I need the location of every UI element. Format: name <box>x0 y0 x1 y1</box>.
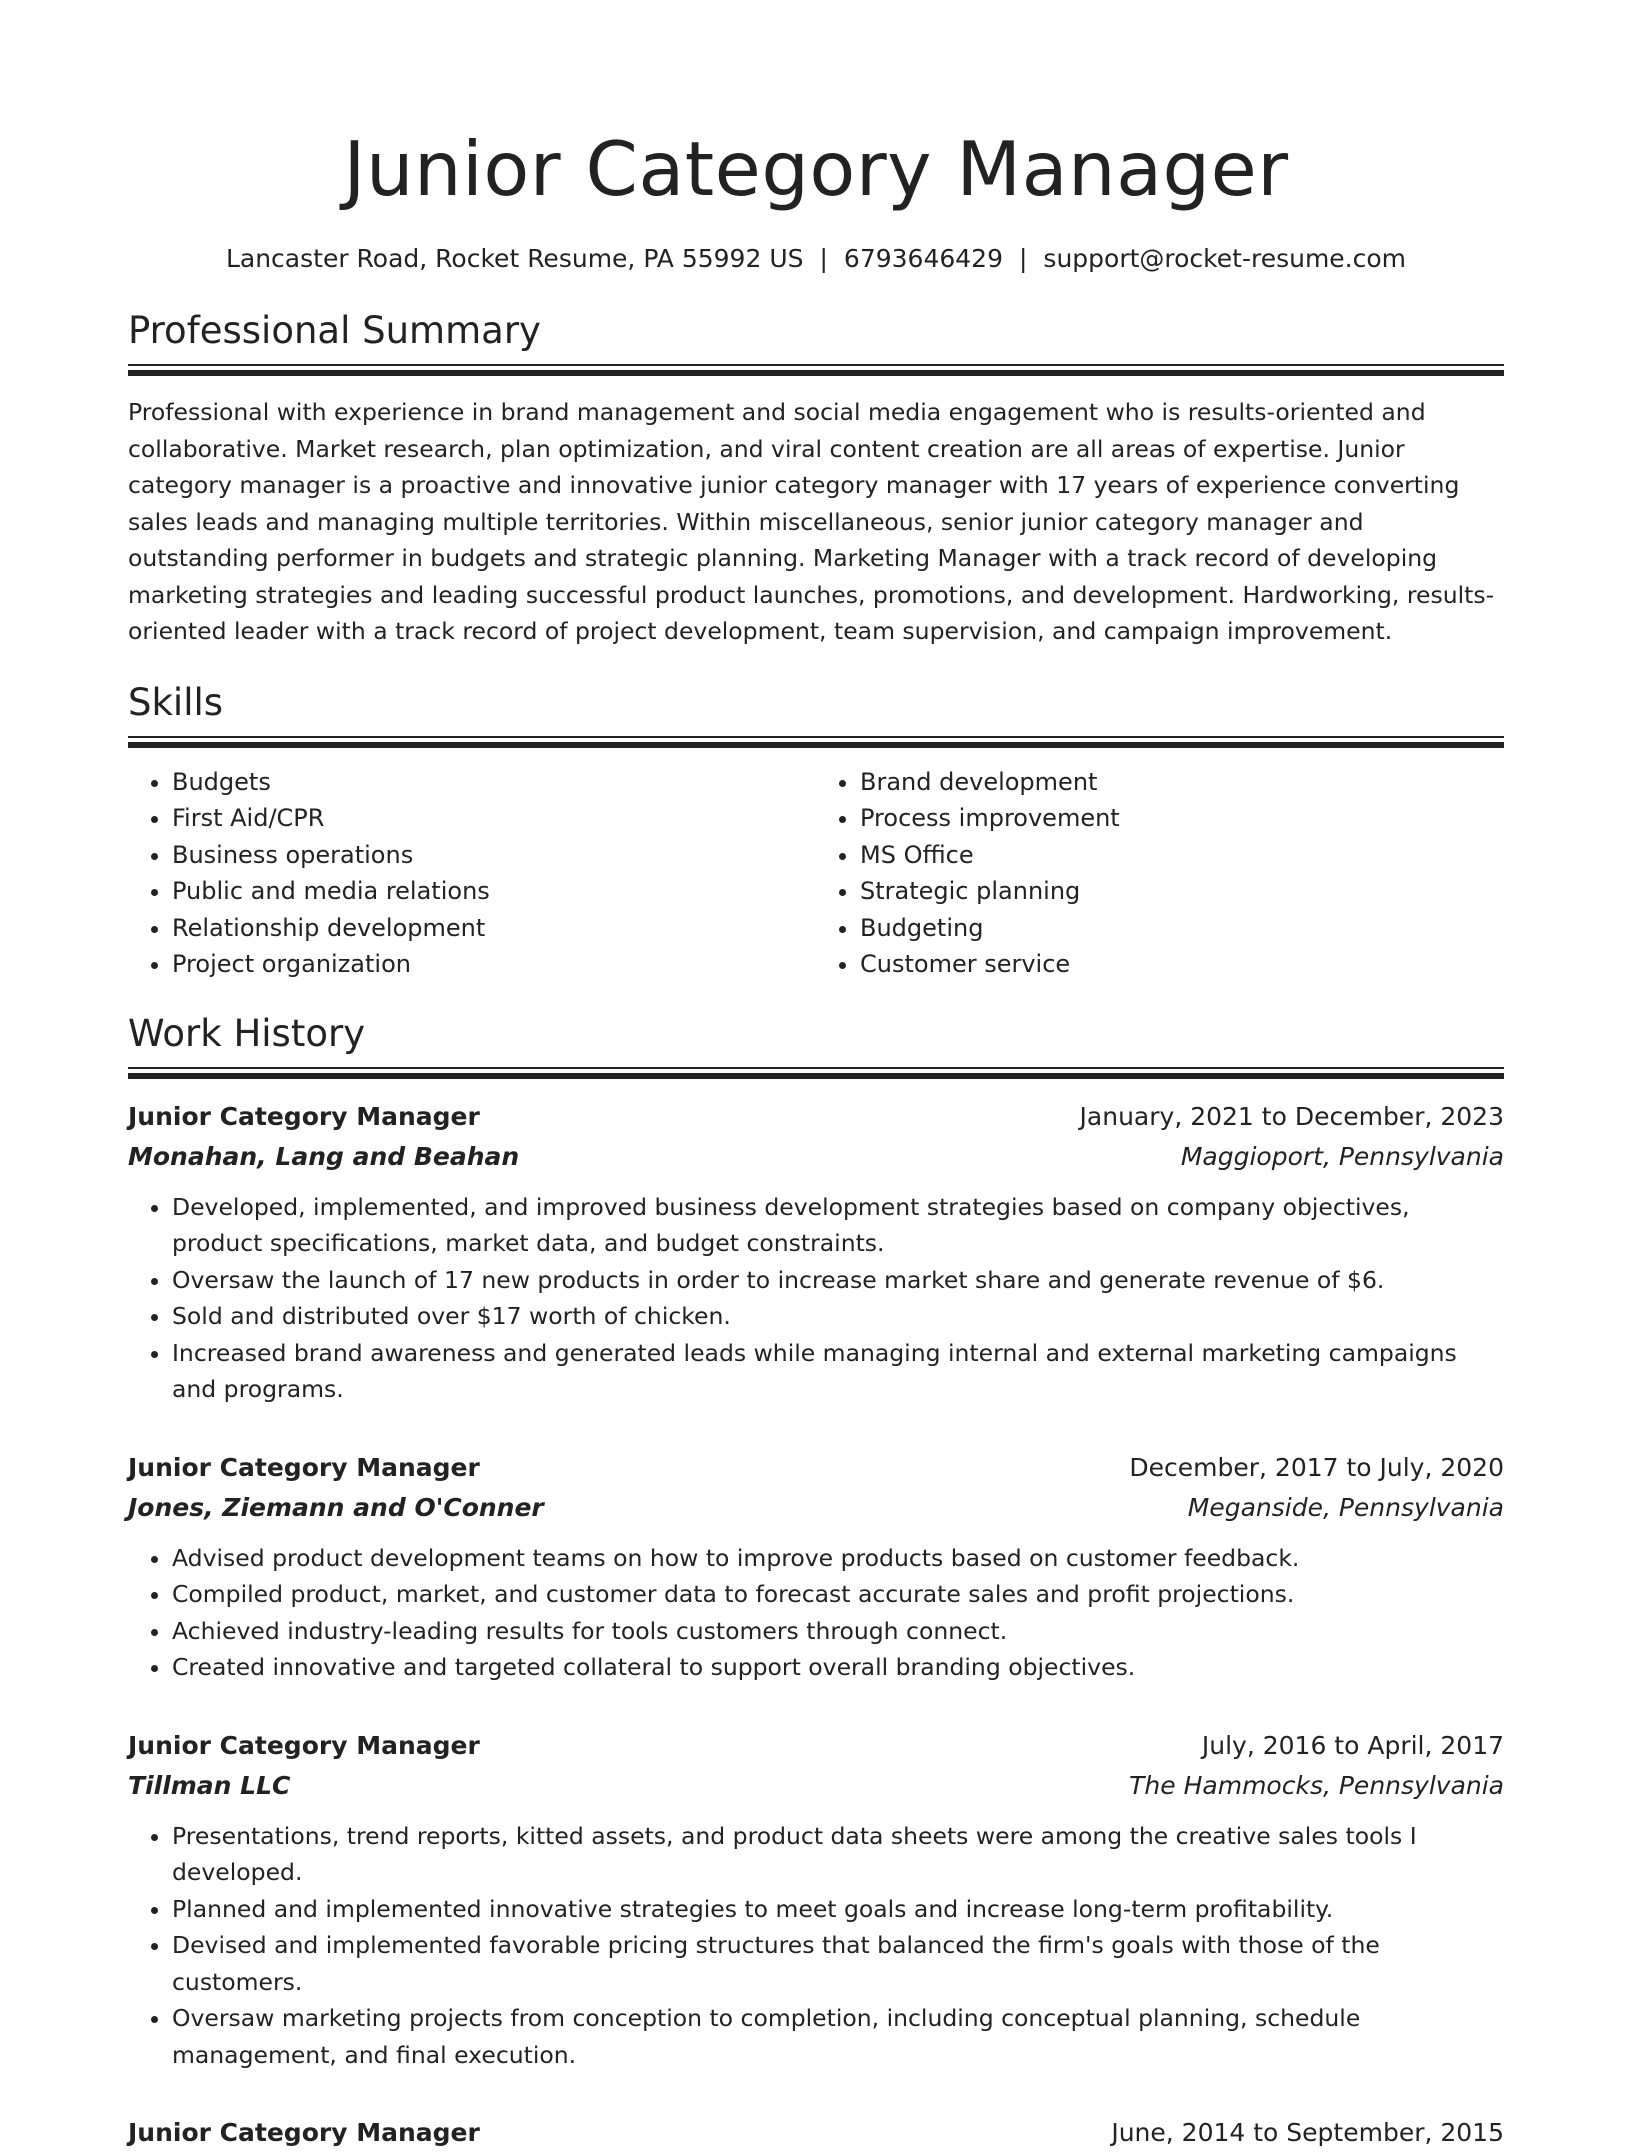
skills-grid <box>128 764 1504 983</box>
skill-item: • Budgeting <box>860 910 1504 947</box>
section-divider <box>128 1067 1504 1079</box>
job-bullet: • Planned and implemented innovative strategies to meet goals and increase long-term profitability. <box>172 1891 1504 1928</box>
job-title: Junior Category Manager <box>128 1097 480 1137</box>
job-location: Meganside, Pennsylvania <box>1188 1488 1504 1528</box>
skill-item: • Public and media relations <box>172 873 816 910</box>
contact-email: support@rocket-resume.com <box>1043 244 1406 273</box>
skill-item: • Project organization <box>172 946 816 983</box>
job-company: Jones, Ziemann and O'Conner <box>128 1488 544 1528</box>
skill-item: • Process improvement <box>860 800 1504 837</box>
job-header-row <box>128 1726 1504 1766</box>
job-title: Junior Category Manager <box>128 1448 480 1488</box>
skill-item: • Relationship development <box>172 910 816 947</box>
job-dates: June, 2014 to September, 2015 <box>1111 2113 1504 2153</box>
job-company-row <box>128 1766 1504 1806</box>
job-title: Junior Category Manager <box>128 2113 480 2153</box>
job-bullet: • Advised product development teams on how to improve products based on customer feedback. <box>172 1540 1504 1577</box>
skill-item: • First Aid/CPR <box>172 800 816 837</box>
job-location: The Hammocks, Pennsylvania <box>1129 1766 1504 1806</box>
job-bullet: • Achieved industry-leading results for tools customers through connect. <box>172 1613 1504 1650</box>
job-header-row <box>128 1448 1504 1488</box>
contact-separator: | <box>819 242 827 276</box>
job-bullet-list <box>128 1189 1504 1408</box>
job-bullet-list <box>128 1818 1504 2074</box>
job-bullet: • Sold and distributed over $17 worth of chicken. <box>172 1298 1504 1335</box>
skill-item: • Brand development <box>860 764 1504 801</box>
skill-item: • Budgets <box>172 764 816 801</box>
skill-item: • MS Office <box>860 837 1504 874</box>
job-bullet: • Oversaw marketing projects from conception to completion, including conceptual planning, schedule management, and final execution. <box>172 2000 1504 2073</box>
job-dates: July, 2016 to April, 2017 <box>1202 1726 1504 1766</box>
section-heading-summary: Professional Summary <box>128 306 1504 356</box>
contact-separator: | <box>1019 242 1027 276</box>
contact-phone: 6793646429 <box>844 244 1003 273</box>
job-entry <box>128 2113 1504 2153</box>
summary-text: Professional with experience in brand management and social media engagement who is results-oriented and collaborative. Market research, plan optimization, and viral content creation are all areas of expertise. Junior category manager is a proactive and innovative junior category manager with 17 years of experience converting sales leads and managing multiple territories. Within miscellaneous, senior junior category manager and outstanding performer in budgets and strategic planning. Marketing Manager with a track record of developing marketing strategies and leading successful product launches, promotions, and development. Hardworking, results-oriented leader with a track record of project development, team supervision, and campaign improvement. <box>128 394 1504 650</box>
section-heading-work-history: Work History <box>128 1009 1504 1059</box>
work-history-section <box>128 1009 1504 2153</box>
job-company: Monahan, Lang and Beahan <box>128 1137 519 1177</box>
section-divider <box>128 736 1504 748</box>
job-entry <box>128 1726 1504 2074</box>
section-heading-skills: Skills <box>128 678 1504 728</box>
skill-item: • Business operations <box>172 837 816 874</box>
job-bullet: • Developed, implemented, and improved business development strategies based on company objectives, product specifications, market data, and budget constraints. <box>172 1189 1504 1262</box>
job-bullet: • Oversaw the launch of 17 new products in order to increase market share and generate revenue of $6. <box>172 1262 1504 1299</box>
job-bullet: • Increased brand awareness and generated leads while managing internal and external marketing campaigns and programs. <box>172 1335 1504 1408</box>
job-company-row <box>128 1488 1504 1528</box>
job-dates: January, 2021 to December, 2023 <box>1080 1097 1504 1137</box>
contact-address: Lancaster Road, Rocket Resume, PA 55992 US <box>226 244 804 273</box>
section-divider <box>128 364 1504 376</box>
professional-summary-section <box>128 306 1504 650</box>
job-bullet: • Created innovative and targeted collateral to support overall branding objectives. <box>172 1649 1504 1686</box>
skills-column-right <box>816 764 1504 983</box>
contact-line <box>128 242 1504 276</box>
job-bullet-list <box>128 1540 1504 1686</box>
job-title: Junior Category Manager <box>128 1726 480 1766</box>
job-dates: December, 2017 to July, 2020 <box>1129 1448 1504 1488</box>
job-header-row <box>128 1097 1504 1137</box>
job-entry <box>128 1448 1504 1686</box>
skills-section <box>128 678 1504 983</box>
job-location: Maggioport, Pennsylvania <box>1181 1137 1504 1177</box>
job-company-row <box>128 1137 1504 1177</box>
job-bullet: • Compiled product, market, and customer data to forecast accurate sales and profit projections. <box>172 1576 1504 1613</box>
job-entry <box>128 1097 1504 1408</box>
skill-item: • Customer service <box>860 946 1504 983</box>
skills-column-left <box>128 764 816 983</box>
job-bullet: • Devised and implemented favorable pricing structures that balanced the firm's goals with those of the customers. <box>172 1927 1504 2000</box>
resume-title: Junior Category Manager <box>128 0 1504 214</box>
job-company: Tillman LLC <box>128 1766 290 1806</box>
job-header-row <box>128 2113 1504 2153</box>
skill-item: • Strategic planning <box>860 873 1504 910</box>
job-bullet: • Presentations, trend reports, kitted assets, and product data sheets were among the creative sales tools I developed. <box>172 1818 1504 1891</box>
